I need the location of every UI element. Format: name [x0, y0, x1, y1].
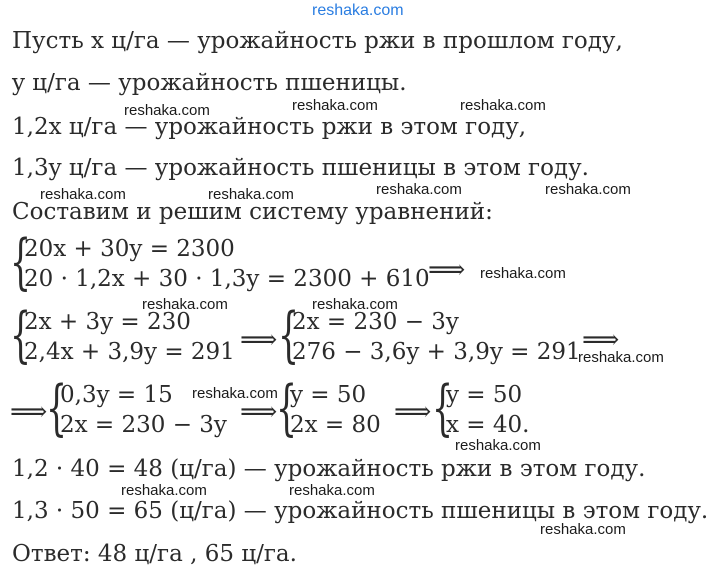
brace: {: [432, 373, 454, 443]
equation: 0,3y = 15: [60, 382, 173, 408]
line-wheat-result: 1,3 · 50 = 65 (ц/га) — урожайность пшеницы в этом году.: [12, 498, 709, 524]
equation: 2x = 80: [290, 412, 381, 438]
watermark: reshaka.com: [124, 102, 210, 119]
equation: y = 50: [446, 382, 523, 408]
watermark: reshaka.com: [545, 181, 631, 198]
watermark: reshaka.com: [455, 437, 541, 454]
implies-arrow: ⟹: [428, 255, 466, 285]
implies-arrow: ⟹: [240, 397, 278, 427]
equation: 276 − 3,6y + 3,9y = 291: [292, 339, 581, 365]
brace: {: [278, 300, 300, 370]
watermark: reshaka.com: [121, 482, 207, 499]
line-rye-this-year: 1,2x ц/га — урожайность ржи в этом году,: [12, 114, 527, 140]
line-wheat-this-year: 1,3y ц/га — урожайность пшеницы в этом году.: [12, 155, 589, 181]
equation: 2x + 3y = 230: [24, 309, 191, 335]
equation: x = 40.: [446, 412, 530, 438]
watermark: reshaka.com: [312, 296, 398, 313]
watermark: reshaka.com: [208, 186, 294, 203]
watermark: reshaka.com: [142, 296, 228, 313]
brace: {: [10, 227, 32, 297]
equation: 2x = 230 − 3y: [60, 412, 227, 438]
equation: 2,4x + 3,9y = 291: [24, 339, 235, 365]
line-let-y: y ц/га — урожайность пшеницы.: [12, 70, 407, 96]
implies-arrow: ⟹: [582, 325, 620, 355]
watermark: reshaka.com: [376, 181, 462, 198]
watermark: reshaka.com: [292, 97, 378, 114]
watermark-top: reshaka.com: [312, 2, 404, 19]
brace: {: [10, 300, 32, 370]
line-let-x: Пусть x ц/га — урожайность ржи в прошлом году,: [12, 28, 623, 54]
brace: {: [46, 373, 68, 443]
equation: y = 50: [290, 382, 367, 408]
implies-arrow: ⟹: [240, 325, 278, 355]
watermark: reshaka.com: [578, 349, 664, 366]
watermark: reshaka.com: [460, 97, 546, 114]
watermark: reshaka.com: [480, 265, 566, 282]
line-compose-system: Составим и решим систему уравнений:: [12, 199, 493, 225]
equation: 20 · 1,2x + 30 · 1,3y = 2300 + 610: [24, 266, 430, 292]
equation: 2x = 230 − 3y: [292, 309, 459, 335]
answer-line: Ответ: 48 ц/га , 65 ц/га.: [12, 541, 297, 567]
implies-arrow: ⟹: [394, 397, 432, 427]
watermark: reshaka.com: [40, 186, 126, 203]
watermark: reshaka.com: [289, 482, 375, 499]
equation: 20x + 30y = 2300: [24, 236, 235, 262]
implies-arrow: ⟹: [10, 397, 48, 427]
watermark: reshaka.com: [192, 385, 278, 402]
watermark: reshaka.com: [540, 521, 626, 538]
brace: {: [276, 373, 298, 443]
line-rye-result: 1,2 · 40 = 48 (ц/га) — урожайность ржи в этом году.: [12, 456, 646, 482]
